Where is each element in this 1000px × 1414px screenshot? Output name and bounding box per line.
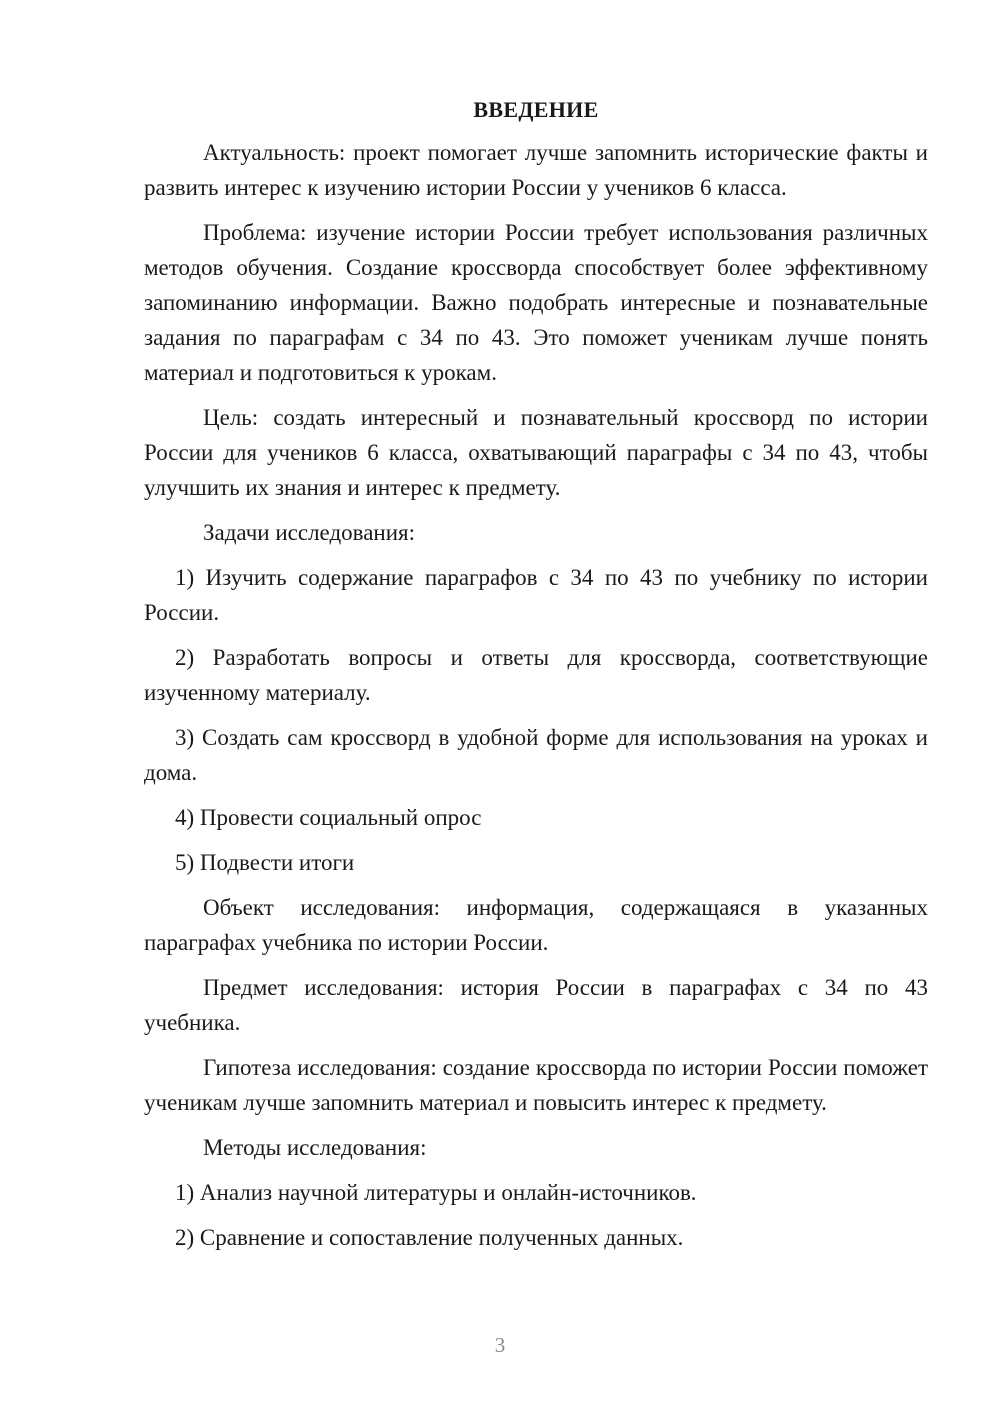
- task-item-3: 3) Создать сам кроссворд в удобной форме для использования на уроках и дома.: [144, 725, 928, 785]
- task-item-4: 4) Провести социальный опрос: [175, 805, 482, 830]
- tasks-heading: Задачи исследования:: [203, 520, 416, 545]
- page-number: 3: [494, 1333, 506, 1357]
- relevance-paragraph: Актуальность: проект помогает лучше запомнить исторические факты и развить интерес к изучению истории России у учеников 6 класса.: [144, 140, 928, 200]
- method-item-2: 2) Сравнение и сопоставление полученных данных.: [175, 1225, 684, 1250]
- method-item-1: 1) Анализ научной литературы и онлайн-источников.: [175, 1180, 697, 1205]
- goal-paragraph: Цель: создать интересный и познавательный кроссворд по истории России для учеников 6 класса, охватывающий параграфы с 34 по 43, чтобы улучшить их знания и интерес к предмету.: [144, 405, 928, 500]
- page-content: [144, 92, 928, 1265]
- hypothesis-paragraph: Гипотеза исследования: создание кроссворда по истории России поможет ученикам лучше запомнить материал и повысить интерес к предмету.: [144, 1055, 928, 1115]
- object-paragraph: Объект исследования: информация, содержащаяся в указанных параграфах учебника по истории России.: [144, 895, 928, 955]
- methods-heading: Методы исследования:: [203, 1135, 427, 1160]
- task-item-2: 2) Разработать вопросы и ответы для кроссворда, соответствующие изученному материалу.: [144, 645, 928, 705]
- section-title: ВВЕДЕНИЕ: [473, 97, 599, 122]
- task-item-5: 5) Подвести итоги: [175, 850, 355, 875]
- subject-paragraph: Предмет исследования: история России в параграфах с 34 по 43 учебника.: [144, 975, 928, 1035]
- task-item-1: 1) Изучить содержание параграфов с 34 по 43 по учебнику по истории России.: [144, 565, 928, 625]
- problem-paragraph: Проблема: изучение истории России требует использования различных методов обучения. Создание кроссворда способствует более эффективному запоминанию информации. Важно подобрать интересные и познавательные задания по параграфам с 34 по 43. Это поможет ученикам лучше понять материал и подготовиться к урокам.: [144, 220, 928, 385]
